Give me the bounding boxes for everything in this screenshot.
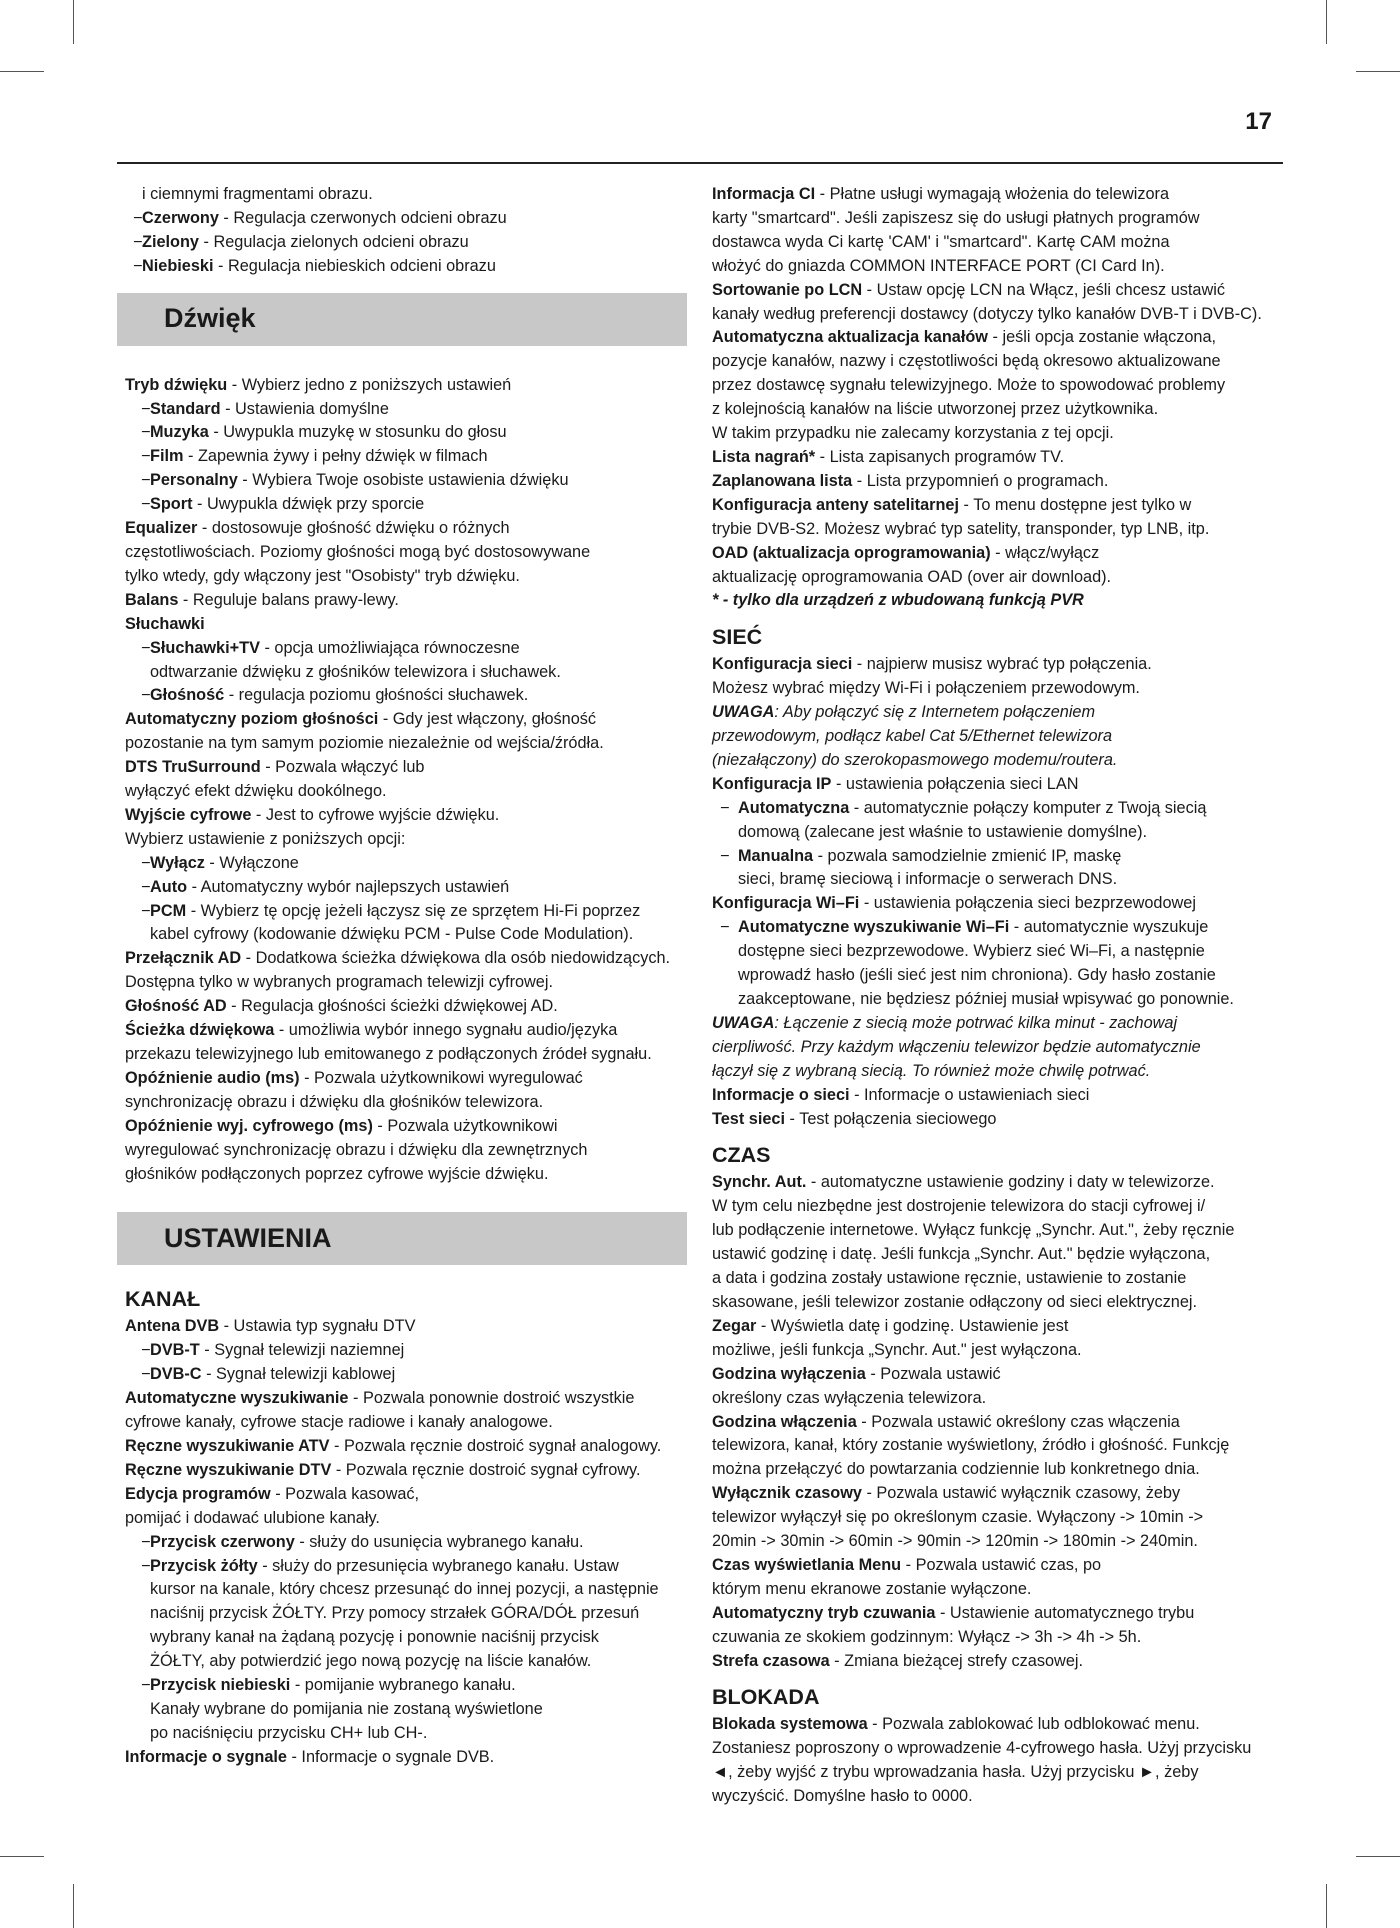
dts: DTS TruSurround - Pozwala włączyć lub wyłączyć efekt dźwięku dookólnego.: [125, 758, 425, 801]
clock: Zegar - Wyświetla datę i godzinę. Ustawienie jest możliwe, jeśli funkcja „Synchr. Aut." jest wyłączona.: [712, 1316, 1082, 1359]
list-item: − Niebieski - Regulacja niebieskich odcieni obrazu: [117, 255, 687, 279]
header-rule: [117, 162, 1283, 164]
menu-time: Czas wyświetlania Menu - Pozwala ustawić czas, po którym menu ekranowe zostanie wyłączone.: [712, 1555, 1102, 1598]
system-lock: Blokada systemowa - Pozwala zablokować lub odblokować menu. Zostaniesz poproszony o wprowadzenie 4-cyfrowego hasła. Użyj przycisku ◄, żeby wyjść z trybu wprowadzania hasła. Użyj przycisku ►, żeby wyczyścić. Domyślne hasło to 0000.: [712, 1715, 1252, 1806]
program-edit: Edycja programów - Pozwala kasować, pomijać i dodawać ulubione kanały.: [125, 1484, 420, 1527]
list-item: − Przycisk czerwony - służy do usunięcia wybranego kanału.: [125, 1531, 687, 1555]
sound-mode: Tryb dźwięku - Wybierz jedno z poniższych ustawień: [125, 375, 512, 394]
digital-delay: Opóźnienie wyj. cyfrowego (ms) - Pozwala użytkownikowi wyregulować synchronizację obrazu i dźwięku dla zewnętrznych głośników podłączonych poprzez cyfrowe wyjście dźwięku.: [125, 1116, 588, 1183]
list-item: − DVB-T - Sygnał telewizji naziemnej: [125, 1339, 687, 1363]
left-column: [117, 183, 687, 1770]
list-item: − Głośność - regulacja poziomu głośności słuchawek.: [125, 684, 687, 708]
section-banner-settings: [117, 1212, 687, 1265]
signal-info: Informacje o sygnale - Informacje o sygnale DVB.: [125, 1747, 495, 1766]
manual-atv: Ręczne wyszukiwanie ATV - Pozwala ręcznie dostroić sygnał analogowy.: [125, 1436, 662, 1455]
subsection-title: BLOKADA: [712, 1685, 820, 1710]
antenna: Antena DVB - Ustawia typ sygnału DTV: [125, 1317, 416, 1336]
crop-mark: [0, 71, 44, 72]
digital-out: Wyjście cyfrowe - Jest to cyfrowe wyjście dźwięku. Wybierz ustawienie z poniższych opcji:: [125, 805, 500, 848]
list-item: − Film - Zapewnia żywy i pełny dźwięk w filmach: [125, 445, 687, 469]
wifi-config: Konfiguracja Wi–Fi - ustawienia połączenia sieci bezprzewodowej: [712, 894, 1196, 913]
subsection-title: KANAŁ: [125, 1287, 201, 1312]
list-item: − Auto - Automatyczny wybór najlepszych ustawień: [125, 876, 687, 900]
timezone: Strefa czasowa - Zmiana bieżącej strefy czasowej.: [712, 1651, 1084, 1670]
audio-track: Ścieżka dźwiękowa - umożliwia wybór innego sygnału audio/języka przekazu telewizyjnego lub emitowanego z podłączonych źródeł sygnału.: [125, 1021, 652, 1063]
auto-scan: Automatyczne wyszukiwanie - Pozwala ponownie dostroić wszystkie cyfrowe kanały, cyfrowe stacje radiowe i kanały analogowe.: [125, 1389, 635, 1432]
oad: OAD (aktualizacja oprogramowania) - włącz/wyłącz aktualizację oprogramowania OAD (over air download).: [712, 543, 1112, 586]
list-item: − Czerwony - Regulacja czerwonych odcieni obrazu: [117, 207, 687, 231]
list-item: − Standard - Ustawienia domyślne: [125, 398, 687, 422]
ad-switch: Przełącznik AD - Dodatkowa ścieżka dźwiękowa dla osób niedowidzących. Dostępna tylko w wybranych programach telewizji cyfrowej.: [125, 949, 671, 992]
subsection-title: CZAS: [712, 1143, 771, 1168]
auto-standby: Automatyczny tryb czuwania - Ustawienie automatycznego trybu czuwania ze skokiem godzinnym: Wyłącz -> 3h -> 4h -> 5h.: [712, 1603, 1195, 1646]
list-item: − Manualna - pozwala samodzielnie zmienić IP, maskę sieci, bramę sieciową i informacje o serwerach DNS.: [712, 845, 1290, 893]
list-item: − Muzyka - Uwypukla muzykę w stosunku do głosu: [125, 421, 687, 445]
list-item: − DVB-C - Sygnał telewizji kablowej: [125, 1363, 687, 1387]
list-item: − Wyłącz - Wyłączone: [125, 852, 687, 876]
auto-sync: Synchr. Aut. - automatyczne ustawienie godziny i daty w telewizorze. W tym celu niezbędne jest dostrojenie telewizora do stacji cyfrowej i/ lub podłączenie internetowe. Wyłącz funkcję „Synchr. Aut.", żeby ręcznie ustawić godzinę i datę. Jeśli funkcja „Synchr. Aut." będzie wyłączona, a data i godzina zostały ustawione ręcznie, ustawienie to zostanie skasowane, jeśli telewizor zostanie odłączony od sieci elektrycznej.: [712, 1173, 1235, 1311]
list-item: − Słuchawki+TV - opcja umożliwiająca równoczesne odtwarzanie dźwięku z głośników telewizora i słuchawek.: [125, 637, 687, 685]
list-item: − Personalny - Wybiera Twoje osobiste ustawienia dźwięku: [125, 469, 687, 493]
intro-continuation: i ciemnymi fragmentami obrazu.: [142, 185, 373, 203]
list-item: − Zielony - Regulacja zielonych odcieni obrazu: [117, 231, 687, 255]
crop-mark: [1356, 71, 1400, 72]
crop-mark: [1326, 1884, 1327, 1928]
list-item: − PCM - Wybierz tę opcję jeżeli łączysz się ze sprzętem Hi-Fi poprzez kabel cyfrowy (kodowanie dźwięku PCM - Pulse Code Modulation).: [125, 900, 687, 948]
sleep-timer: Wyłącznik czasowy - Pozwala ustawić wyłącznik czasowy, żeby telewizor wyłączył się po określonym czasie. Wyłączony -> 10min -> 20min -> 30min -> 60min -> 90min -> 120min -> 180min -> 240min.: [712, 1484, 1204, 1551]
crop-mark: [0, 1856, 44, 1857]
net-test: Test sieci - Test połączenia sieciowego: [712, 1109, 997, 1128]
lcn-sort: Sortowanie po LCN - Ustaw opcję LCN na Włącz, jeśli chcesz ustawić kanały według preferencji dostawcy (dotyczy tylko kanałów DVB-T i DVB-C).: [712, 280, 1262, 323]
headphones: Słuchawki: [125, 614, 205, 633]
crop-mark: [73, 1884, 74, 1928]
net-info: Informacje o sieci - Informacje o ustawieniach sieci: [712, 1085, 1090, 1104]
crop-mark: [1326, 0, 1327, 44]
warning-note: UWAGA: Aby połączyć się z Internetem połączeniem przewodowym, podłącz kabel Cat 5/Ethernet telewizora (niezałączony) do szerokopasmowego modemu/routera.: [712, 703, 1118, 769]
list-item: − Automatyczne wyszukiwanie Wi–Fi - automatycznie wyszukuje dostępne sieci bezprzewodowe. Wybierz sieć Wi–Fi, a następnie wprowadź hasło (jeśli sieć jest nim chroniona). Gdy hasło zostanie zaakceptowane, nie będziesz później musiał wpisywać go ponownie.: [712, 916, 1290, 1012]
record-list: Lista nagrań* - Lista zapisanych programów TV.: [712, 447, 1065, 466]
section-title: USTAWIENIA: [164, 1222, 332, 1253]
auto-update: Automatyczna aktualizacja kanałów - jeśli opcja zostanie włączona, pozycje kanałów, nazwy i częstotliwości będą okresowo aktualizowane przez dostawcę sygnału telewizyjnego. Może to spowodować problemy z kolejnością kanałów na liście utworzonej przez użytkownika. W takim przypadku nie zalecamy korzystania z tej opcji.: [712, 328, 1226, 443]
balance: Balans - Reguluje balans prawy-lewy.: [125, 590, 399, 609]
list-item: − Automatyczna - automatycznie połączy komputer z Twoją siecią domową (zalecane jest właśnie to ustawienie domyślne).: [712, 797, 1290, 845]
auto-volume: Automatyczny poziom głośności - Gdy jest włączony, głośność pozostanie na tym samym poziomie niezależnie od wejścia/źródła.: [125, 710, 604, 753]
equalizer: Equalizer - dostosowuje głośność dźwięku o różnych częstotliwościach. Poziomy głośności mogą być dostosowywane tylko wtedy, gdy włączony jest "Osobisty" tryb dźwięku.: [125, 519, 591, 585]
right-column: [712, 183, 1290, 1809]
schedule-list: Zaplanowana lista - Lista przypomnień o programach.: [712, 471, 1109, 490]
crop-mark: [1356, 1856, 1400, 1857]
manual-dtv: Ręczne wyszukiwanie DTV - Pozwala ręcznie dostroić sygnał cyfrowy.: [125, 1460, 641, 1479]
section-title: Dźwięk: [164, 303, 256, 334]
list-item: − Przycisk niebieski - pomijanie wybranego kanału. Kanały wybrane do pomijania nie zostaną wyświetlone po naciśnięciu przycisku CH+ lub CH-.: [125, 1674, 687, 1746]
ci-info: Informacja CI - Płatne usługi wymagają włożenia do telewizora karty "smartcard". Jeśli zapiszesz się do usługi płatnych programów dostawca wyda Ci kartę 'CAM' i "smartcard". Kartę CAM można włożyć do gniazda COMMON INTERFACE PORT (CI Card In).: [712, 185, 1200, 275]
list-item: − Przycisk żółty - służy do przesunięcia wybranego kanału. Ustaw kursor na kanale, który chcesz przesunąć do innej pozycji, a następnie naciśnij przycisk ŻÓŁTY. Przy pomocy strzałek GÓRA/DÓŁ przesuń wybrany kanał na żądaną pozycję i ponownie naciśnij przycisk ŻÓŁTY, aby potwierdzić jego nową pozycję na liście kanałów.: [125, 1555, 687, 1675]
section-banner-sound: [117, 293, 687, 346]
sat-config: Konfiguracja anteny satelitarnej - To menu dostępne jest tylko w trybie DVB-S2. Możesz wybrać typ satelity, transponder, typ LNB, itp.: [712, 495, 1210, 538]
audio-delay: Opóźnienie audio (ms) - Pozwala użytkownikowi wyregulować synchronizację obrazu i dźwięku dla głośników telewizora.: [125, 1068, 583, 1111]
pvr-note: * - tylko dla urządzeń z wbudowaną funkcją PVR: [712, 591, 1084, 610]
subsection-title: SIEĆ: [712, 625, 763, 650]
off-time: Godzina wyłączenia - Pozwala ustawić określony czas wyłączenia telewizora.: [712, 1364, 1001, 1407]
list-item: − Sport - Uwypukla dźwięk przy sporcie: [125, 493, 687, 517]
net-config: Konfiguracja sieci - najpierw musisz wybrać typ połączenia. Możesz wybrać między Wi-Fi i połączeniem przewodowym.: [712, 655, 1152, 698]
crop-mark: [73, 0, 74, 44]
on-time: Godzina włączenia - Pozwala ustawić określony czas włączenia telewizora, kanał, który zostanie wyświetlony, źródło i głośność. Funkcję można przełączyć do powtarzania codziennie lub konkretnego dnia.: [712, 1412, 1230, 1479]
ad-volume: Głośność AD - Regulacja głośności ścieżki dźwiękowej AD.: [125, 997, 558, 1016]
ip-config: Konfiguracja IP - ustawienia połączenia sieci LAN: [712, 774, 1079, 793]
page-number: 17: [1245, 108, 1272, 135]
warning-note: UWAGA: Łączenie z siecią może potrwać kilka minut - zachowaj cierpliwość. Przy każdym włączeniu telewizor będzie automatycznie łączył się z wybraną siecią. To również może chwilę potrwać.: [712, 1013, 1201, 1080]
